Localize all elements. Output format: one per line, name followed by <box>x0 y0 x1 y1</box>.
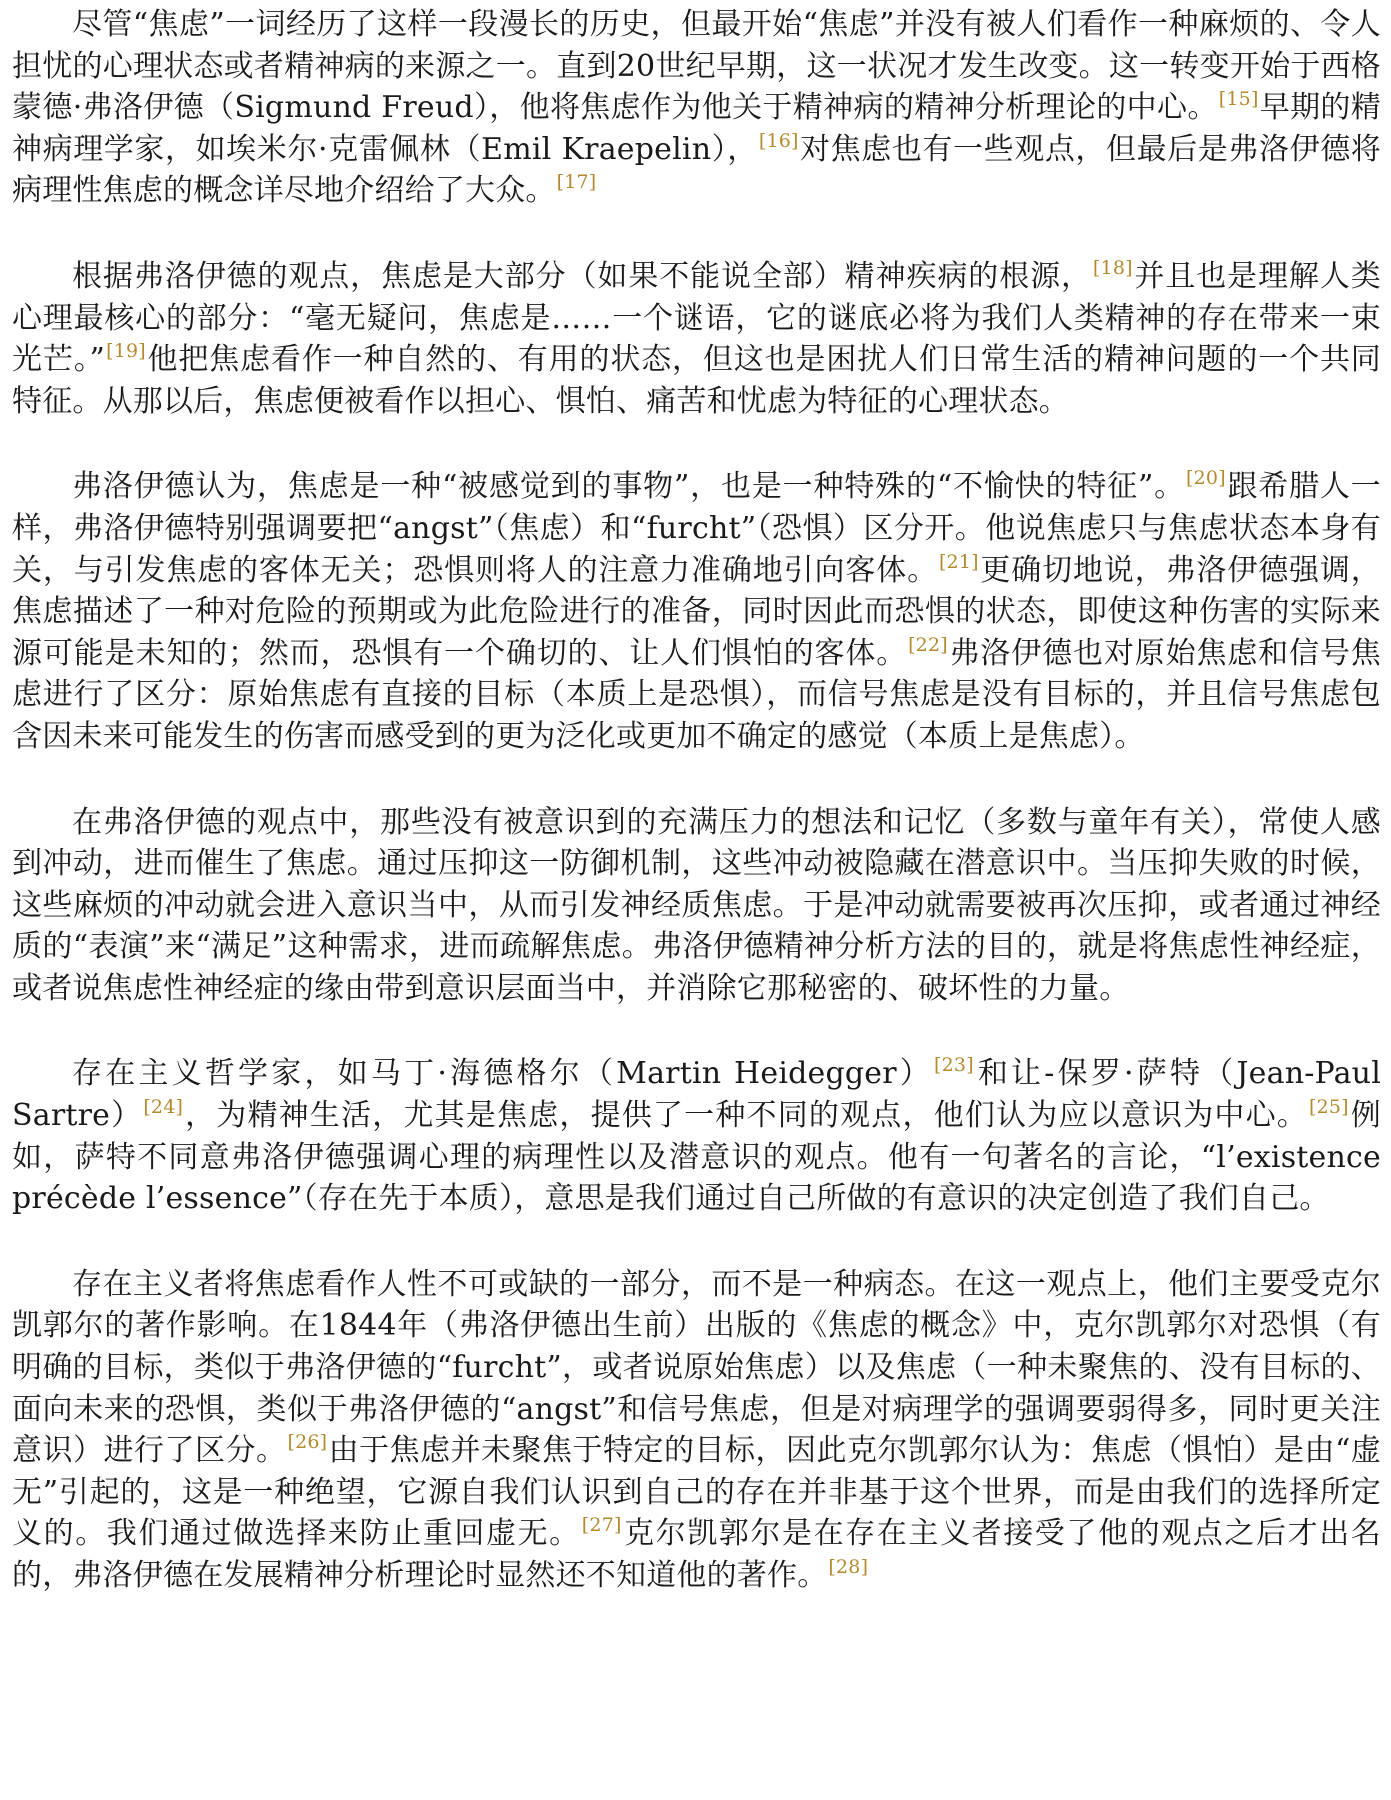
footnote-ref-18[interactable]: [18] <box>1092 256 1133 279</box>
paragraph-text: ，为精神生活，尤其是焦虑，提供了一种不同的观点，他们认为应以意识为中心。 <box>184 1098 1308 1134</box>
paragraph-text: 根据弗洛伊德的观点，焦虑是大部分（如果不能说全部）精神疾病的根源， <box>72 258 1092 294</box>
paragraph-3 <box>12 466 1381 757</box>
paragraph-text: 在弗洛伊德的观点中，那些没有被意识到的充满压力的想法和记忆（多数与童年有关），常使人感到冲动，进而催生了焦虑。通过压抑这一防御机制，这些冲动被隐藏在潜意识中。当压抑失败的时候，这些麻烦的冲动就会进入意识当中，从而引发神经质焦虑。于是冲动就需要被再次压抑，或者通过神经质的“表演”来“满足”这种需求，进而疏解焦虑。弗洛伊德精神分析方法的目的，就是将焦虑性神经症，或者说焦虑性神经症的缘由带到意识层面当中，并消除它那秘密的、破坏性的力量。 <box>12 804 1381 1006</box>
footnote-ref-20[interactable]: [20] <box>1186 467 1226 490</box>
footnote-ref-15[interactable]: [15] <box>1218 88 1259 111</box>
footnote-ref-25[interactable]: [25] <box>1308 1096 1349 1119</box>
footnote-ref-22[interactable]: [22] <box>908 633 948 656</box>
paragraph-text: 他把焦虑看作一种自然的、有用的状态，但这也是困扰人们日常生活的精神问题的一个共同特征。从那以后，焦虑便被看作以担心、惧怕、痛苦和忧虑为特征的心理状态。 <box>12 342 1381 419</box>
footnote-ref-28[interactable]: [28] <box>828 1556 869 1578</box>
footnote-ref-17[interactable]: [17] <box>556 171 597 194</box>
paragraph-5 <box>12 1053 1381 1219</box>
paragraph-text: 例如，萨特不同意弗洛伊德强调心理的病理性以及潜意识的观点。他有一句著名的言论，“l’existence précède l’essence”（存在先于本质），意思是我们通过自己所做的有意识的决定创造了我们自己。 <box>12 1098 1381 1217</box>
paragraph-text: 对焦虑也有一些观点，但最后是弗洛伊德将病理性焦虑的概念详尽地介绍给了大众。 <box>12 131 1381 209</box>
footnote-ref-21[interactable]: [21] <box>938 550 979 573</box>
paragraph-4 <box>12 802 1381 1010</box>
paragraph-text: 克尔凯郭尔是在存在主义者接受了他的观点之后才出名的，弗洛伊德在发展精神分析理论时显然还不知道他的著作。 <box>12 1516 1381 1593</box>
paragraph-text: 并且也是理解人类心理最核心的部分：“毫无疑问，焦虑是……一个谜语，它的谜底必将为我们人类精神的存在带来一束光芒。” <box>12 258 1381 378</box>
footnote-ref-16[interactable]: [16] <box>758 129 799 152</box>
paragraph-text: 早期的精神病理学家，如埃米尔·克雷佩林（Emil Kraepelin）， <box>12 90 1381 167</box>
paragraph-text: 尽管“焦虑”一词经历了这样一段漫长的历史，但最开始“焦虑”并没有被人们看作一种麻烦的、令人担忧的心理状态或者精神病的来源之一。直到20世纪早期，这一状况才发生改变。这一转变开始于西格蒙德·弗洛伊德（Sigmund Freud），他将焦虑作为他关于精神病的精神分析理论的中心。 <box>12 7 1381 126</box>
paragraph-text: 更确切地说，弗洛伊德强调，焦虑描述了一种对危险的预期或为此危险进行的准备，同时因此而恐惧的状态，即使这种伤害的实际来源可能是未知的；然而，恐惧有一个确切的、让人们惧怕的客体。 <box>12 552 1381 671</box>
footnote-ref-23[interactable]: [23] <box>934 1054 974 1077</box>
paragraph-2 <box>12 256 1381 422</box>
paragraph-text: 由于焦虑并未聚焦于特定的目标，因此克尔凯郭尔认为：焦虑（惧怕）是由“虚无”引起的，这是一种绝望，它源自我们认识到自己的存在并非基于这个世界，而是由我们的选择所定义的。我们通过做选择来防止重回虚无。 <box>12 1433 1381 1552</box>
footnote-ref-19[interactable]: [19] <box>106 340 146 363</box>
paragraph-1 <box>12 4 1381 212</box>
footnote-ref-24[interactable]: [24] <box>143 1096 184 1119</box>
paragraph-6 <box>12 1264 1381 1597</box>
footnote-ref-27[interactable]: [27] <box>581 1514 622 1537</box>
paragraph-text: 弗洛伊德认为，焦虑是一种“被感觉到的事物”，也是一种特殊的“不愉快的特征”。 <box>72 469 1186 505</box>
paragraph-text: 弗洛伊德也对原始焦虑和信号焦虑进行了区分：原始焦虑有直接的目标（本质上是恐惧），而信号焦虑是没有目标的，并且信号焦虑包含因未来可能发生的伤害而感受到的更为泛化或更加不确定的感觉（本质上是焦虑）。 <box>12 635 1381 754</box>
footnote-ref-26[interactable]: [26] <box>287 1431 328 1454</box>
paragraph-text: 和让-保罗·萨特（Jean-Paul Sartre） <box>12 1056 1381 1134</box>
paragraph-text: 存在主义哲学家，如马丁·海德格尔（Martin Heidegger） <box>72 1056 934 1092</box>
paragraph-text: 存在主义者将焦虑看作人性不可或缺的一部分，而不是一种病态。在这一观点上，他们主要受克尔凯郭尔的著作影响。在1844年（弗洛伊德出生前）出版的《焦虑的概念》中，克尔凯郭尔对恐惧（有明确的目标，类似于弗洛伊德的“furcht”，或者说原始焦虑）以及焦虑（一种未聚焦的、没有目标的、面向未来的恐惧，类似于弗洛伊德的“angst”和信号焦虑，但是对病理学的强调要弱得多，同时更关注意识）进行了区分。 <box>12 1266 1381 1469</box>
paragraph-text: 跟希腊人一样，弗洛伊德特别强调要把“angst”（焦虑）和“furcht”（恐惧）区分开。他说焦虑只与焦虑状态本身有关，与引发焦虑的客体无关；恐惧则将人的注意力准确地引向客体。 <box>12 469 1381 588</box>
